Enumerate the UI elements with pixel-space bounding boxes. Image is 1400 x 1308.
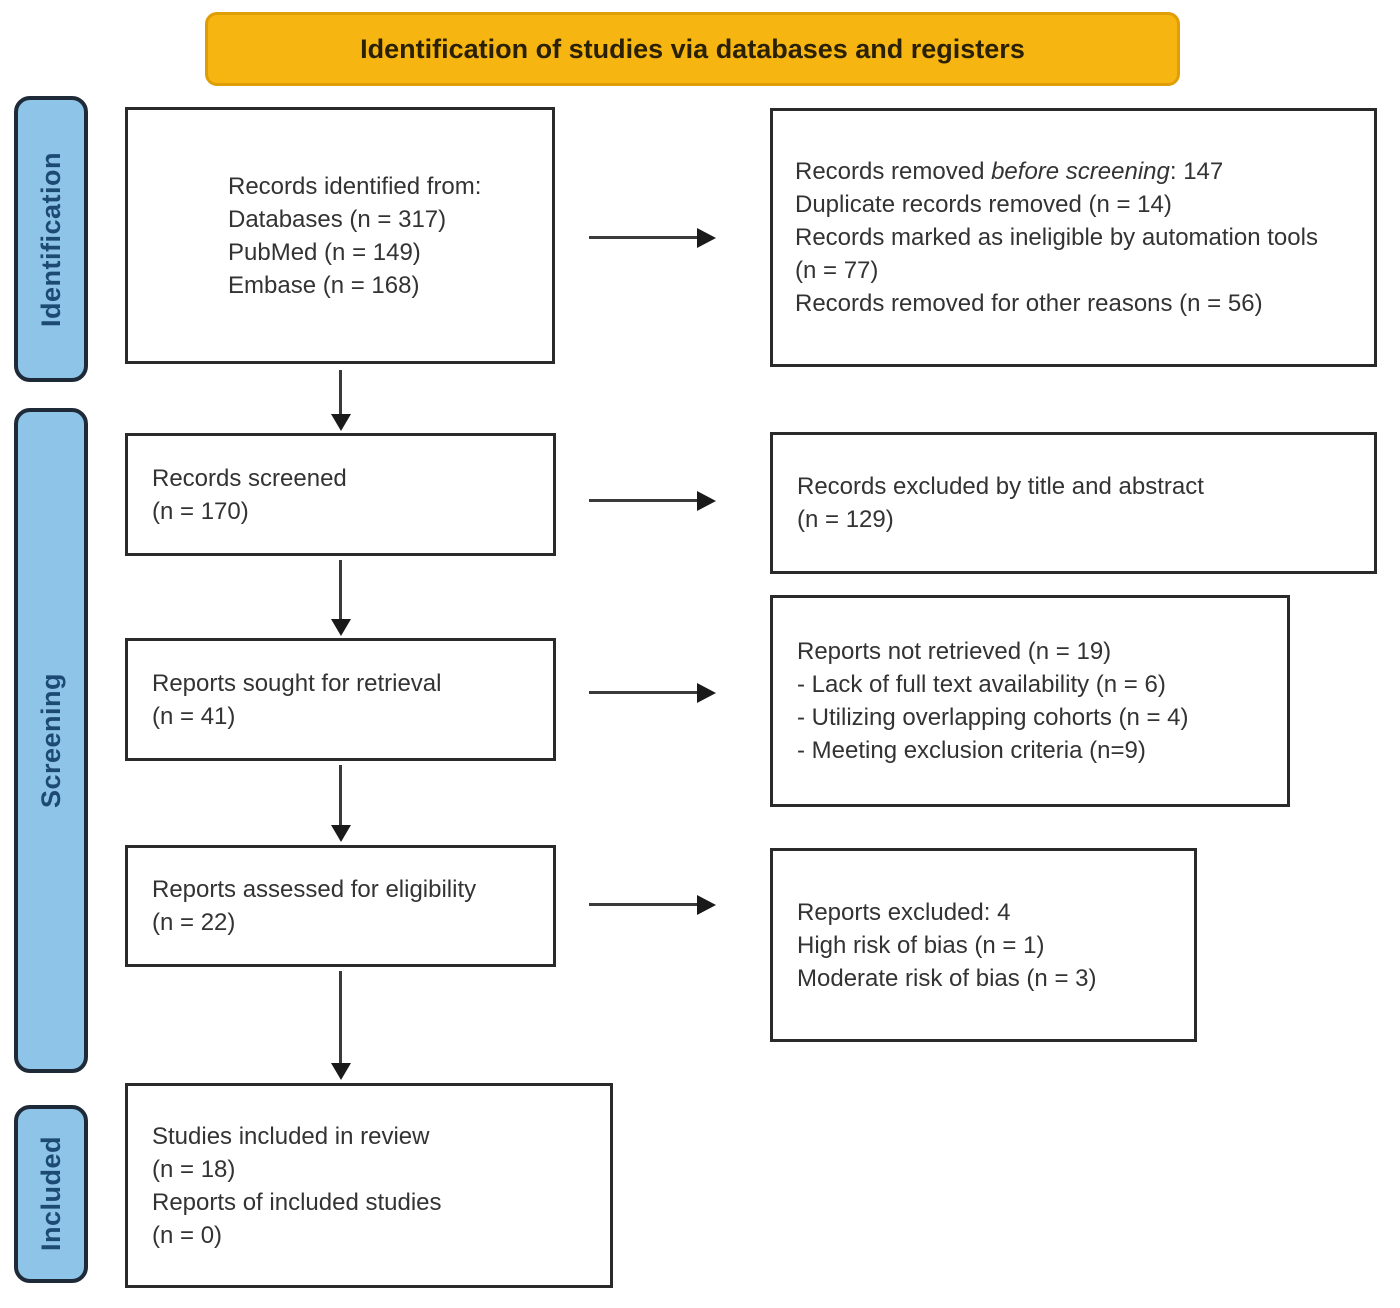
studies-included-box: [125, 1083, 613, 1288]
text-line: (n = 170): [152, 497, 249, 525]
reports-excluded-box: [770, 848, 1197, 1042]
text-line: Embase (n = 168): [228, 271, 420, 299]
text-line: Studies included in review: [152, 1122, 430, 1150]
records-identified-box: [125, 107, 555, 364]
text-line: - Utilizing overlapping cohorts (n = 4): [797, 704, 1189, 731]
records-excluded-title-abstract-box: [770, 432, 1377, 574]
stage-bar-included: [14, 1105, 88, 1283]
text-line: Records removed for other reasons (n = 56): [795, 290, 1263, 317]
text-line: Reports of included studies: [152, 1188, 442, 1216]
stage-label-screening: Screening: [35, 672, 66, 809]
text-line: Databases (n = 317): [228, 205, 447, 233]
title-banner: [205, 12, 1180, 86]
text-line: (n = 18): [152, 1155, 236, 1183]
text-line: PubMed (n = 149): [228, 238, 421, 266]
arrow-down-identified-to-screened: [339, 370, 342, 414]
reports-assessed-box: [125, 845, 556, 967]
text-line: (n = 0): [152, 1221, 223, 1249]
reports-not-retrieved-box: [770, 595, 1290, 807]
text-line: High risk of bias (n = 1): [797, 931, 1045, 959]
text-line: (n = 129): [797, 506, 894, 533]
arrow-right-sought-to-notretrieved: [589, 691, 697, 694]
text-segment-italic: before screening: [991, 158, 1170, 185]
text-line: Records identified from:: [228, 172, 482, 200]
arrow-right-assessed-to-excluded: [589, 903, 697, 906]
stage-bar-screening: [14, 408, 88, 1073]
stage-label-included: Included: [35, 1136, 66, 1252]
text-line: (n = 77): [795, 257, 879, 284]
text-line: [795, 155, 1358, 188]
text-line: Reports assessed for eligibility: [152, 876, 477, 903]
arrow-down-screened-to-sought: [339, 560, 342, 619]
text-line: Records marked as ineligible by automation tools: [795, 224, 1318, 251]
stage-bar-identification: [14, 96, 88, 382]
stage-label-identification: Identification: [35, 151, 66, 327]
text-line: Moderate risk of bias (n = 3): [797, 964, 1097, 992]
text-segment: Records removed: [795, 158, 992, 185]
arrow-right-screened-to-excluded: [589, 499, 697, 502]
arrow-right-identified-to-removed: [589, 236, 697, 239]
records-removed-box: [770, 108, 1377, 367]
records-screened-box: [125, 433, 556, 556]
text-line: Reports not retrieved (n = 19): [797, 638, 1112, 665]
page-title: Identification of studies via databases and registers: [360, 33, 1025, 64]
reports-sought-box: [125, 638, 556, 761]
text-line: Records excluded by title and abstract: [797, 473, 1204, 500]
text-line: (n = 22): [152, 909, 236, 936]
text-line: - Meeting exclusion criteria (n=9): [797, 737, 1146, 764]
text-line: Reports excluded: 4: [797, 898, 1011, 926]
text-line: (n = 41): [152, 702, 236, 730]
text-line: Records screened: [152, 464, 347, 492]
arrow-down-sought-to-assessed: [339, 765, 342, 825]
arrow-down-assessed-to-included: [339, 971, 342, 1063]
text-line: - Lack of full text availability (n = 6): [797, 671, 1166, 698]
text-line: Duplicate records removed (n = 14): [795, 191, 1172, 218]
text-line: Reports sought for retrieval: [152, 669, 442, 697]
text-segment: : 147: [1169, 158, 1224, 185]
